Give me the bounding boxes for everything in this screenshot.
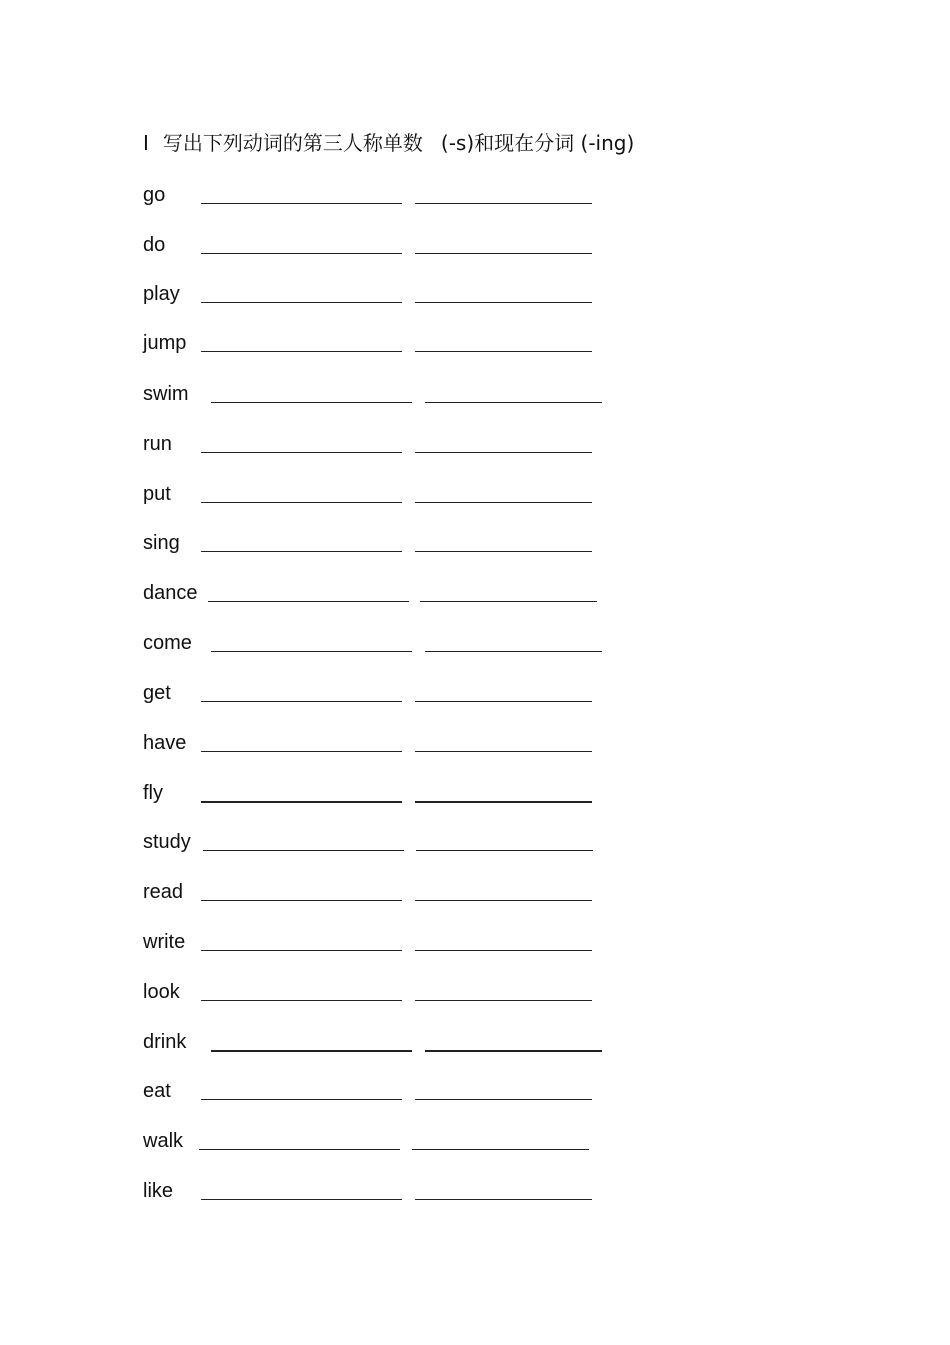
verb-row [0, 680, 950, 710]
verb-word: eat [143, 1080, 171, 1102]
verb-word: do [143, 234, 166, 256]
exercise-instruction-ing: (-ing) [580, 131, 635, 155]
verb-row [0, 481, 950, 511]
third-person-blank[interactable] [201, 701, 402, 702]
verb-row [0, 979, 950, 1009]
verb-row [0, 232, 950, 262]
verb-word: walk [143, 1130, 184, 1152]
third-person-blank[interactable] [201, 1000, 402, 1001]
verb-row [0, 780, 950, 810]
exercise-heading [143, 130, 634, 156]
verb-word: write [143, 931, 186, 953]
third-person-blank[interactable] [201, 302, 402, 303]
present-participle-blank[interactable] [416, 850, 593, 851]
third-person-blank[interactable] [201, 801, 402, 803]
present-participle-blank[interactable] [415, 751, 592, 752]
verb-row [0, 1178, 950, 1208]
present-participle-blank[interactable] [415, 351, 592, 352]
third-person-blank[interactable] [203, 850, 404, 851]
present-participle-blank[interactable] [425, 1050, 602, 1052]
exercise-instruction: 写出下列动词的第三人称单数 [162, 131, 423, 155]
verb-word: like [143, 1180, 174, 1202]
present-participle-blank[interactable] [415, 452, 592, 453]
present-participle-blank[interactable] [415, 253, 592, 254]
verb-word: swim [143, 383, 189, 405]
present-participle-blank[interactable] [415, 900, 592, 901]
third-person-blank[interactable] [201, 751, 402, 752]
verb-word: sing [143, 532, 180, 554]
verb-word: put [143, 483, 171, 505]
verb-word: come [143, 632, 192, 654]
present-participle-blank[interactable] [415, 203, 592, 204]
verb-word: get [143, 682, 171, 704]
third-person-blank[interactable] [201, 950, 402, 951]
present-participle-blank[interactable] [415, 551, 592, 552]
present-participle-blank[interactable] [415, 1099, 592, 1100]
present-participle-blank[interactable] [420, 601, 597, 602]
verb-row [0, 330, 950, 360]
verb-row [0, 182, 950, 212]
verb-row [0, 879, 950, 909]
verb-row [0, 580, 950, 610]
third-person-blank[interactable] [201, 253, 402, 254]
third-person-blank[interactable] [201, 452, 402, 453]
third-person-blank[interactable] [201, 502, 402, 503]
verb-row [0, 929, 950, 959]
present-participle-blank[interactable] [415, 701, 592, 702]
present-participle-blank[interactable] [415, 950, 592, 951]
third-person-blank[interactable] [201, 1099, 402, 1100]
verb-word: go [143, 184, 166, 206]
third-person-blank[interactable] [199, 1149, 400, 1150]
verb-row [0, 1078, 950, 1108]
present-participle-blank[interactable] [415, 1000, 592, 1001]
verb-word: study [143, 831, 191, 853]
verb-row [0, 281, 950, 311]
verb-word: drink [143, 1031, 187, 1053]
verb-word: play [143, 283, 180, 305]
exercise-number: I [143, 131, 149, 155]
verb-word: read [143, 881, 184, 903]
present-participle-blank[interactable] [415, 801, 592, 803]
third-person-blank[interactable] [201, 1199, 402, 1200]
verb-row [0, 381, 950, 411]
verb-word: run [143, 433, 172, 455]
verb-row [0, 1128, 950, 1158]
verb-row [0, 1029, 950, 1059]
exercise-instruction-s: (-s)和现在分词 [440, 131, 575, 155]
present-participle-blank[interactable] [425, 651, 602, 652]
present-participle-blank[interactable] [412, 1149, 589, 1150]
third-person-blank[interactable] [201, 203, 402, 204]
third-person-blank[interactable] [211, 1050, 412, 1052]
third-person-blank[interactable] [201, 351, 402, 352]
third-person-blank[interactable] [208, 601, 409, 602]
verb-word: look [143, 981, 180, 1003]
third-person-blank[interactable] [211, 651, 412, 652]
present-participle-blank[interactable] [415, 1199, 592, 1200]
verb-row [0, 530, 950, 560]
verb-row [0, 829, 950, 859]
third-person-blank[interactable] [201, 551, 402, 552]
verb-row [0, 630, 950, 660]
verb-row [0, 431, 950, 461]
verb-word: have [143, 732, 187, 754]
present-participle-blank[interactable] [425, 402, 602, 403]
verb-word: jump [143, 332, 187, 354]
verb-row [0, 730, 950, 760]
third-person-blank[interactable] [211, 402, 412, 403]
present-participle-blank[interactable] [415, 302, 592, 303]
present-participle-blank[interactable] [415, 502, 592, 503]
verb-word: dance [143, 582, 198, 604]
third-person-blank[interactable] [201, 900, 402, 901]
verb-word: fly [143, 782, 163, 804]
